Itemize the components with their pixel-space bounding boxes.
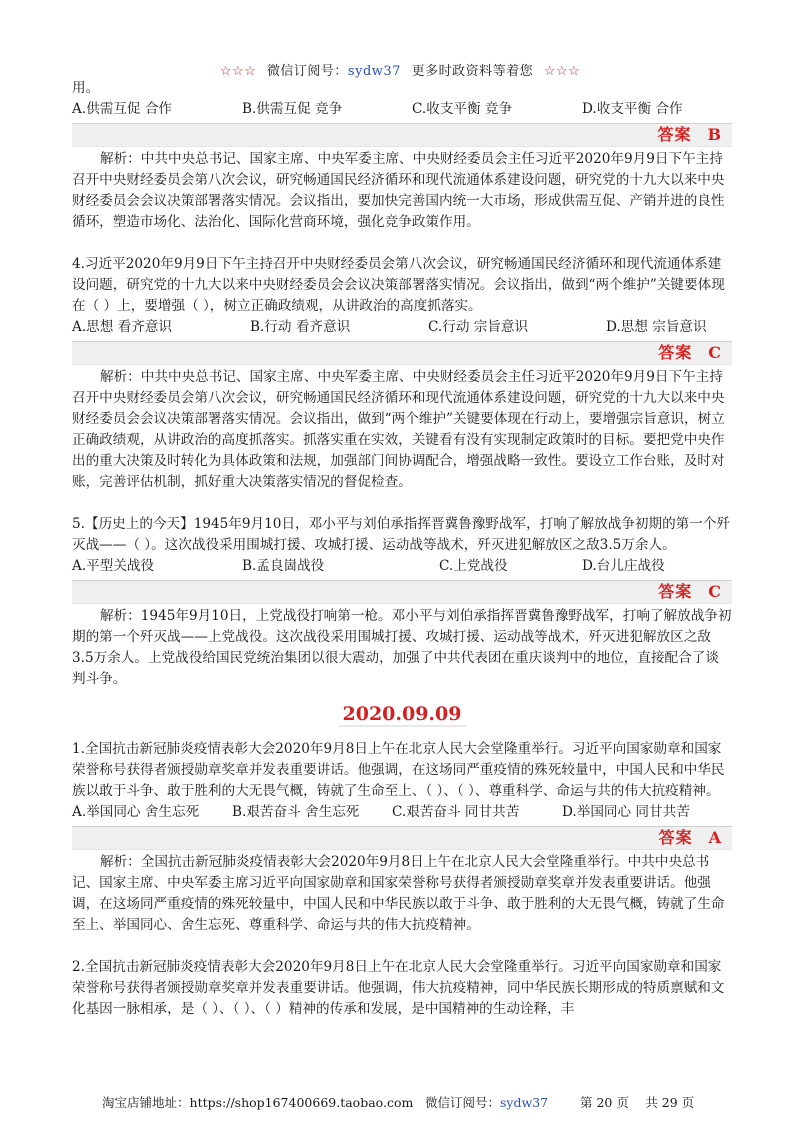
q5-options <box>72 556 732 577</box>
q4-options <box>72 317 732 338</box>
q4-option-a: A.思想 看齐意识 <box>72 319 173 335</box>
footer-wechat-label: 微信订阅号： <box>425 1095 501 1110</box>
footer-shop-label: 淘宝店铺地址： <box>102 1095 190 1110</box>
q4-answer: C <box>708 343 722 362</box>
page-header <box>0 60 800 79</box>
q3-option-b: B.供需互促 竞争 <box>242 101 343 117</box>
q3-option-a: A.供需互促 合作 <box>72 101 173 117</box>
q5-explanation: 解析：1945年9月10日，上党战役打响第一枪。邓小平与刘伯承指挥晋冀鲁豫野战军，打响了解放战争初期的第一个歼灭战——上党战役。这次战役采用围城打援、攻城打援、运动战等战术，歼灭进犯解放区之敌3.5万余人。上党战役给国民党统治集团以很大震动，加强了中共代表团在重庆谈判中的地位，直接配合了谈判斗争。 <box>72 608 732 687</box>
q3-option-d: D.收支平衡 合作 <box>582 101 683 117</box>
q4-answer-bar <box>72 341 732 365</box>
n1-option-b: B.艰苦奋斗 舍生忘死 <box>232 804 360 820</box>
q3-options <box>72 99 732 120</box>
n2-question: 2.全国抗击新冠肺炎疫情表彰大会2020年9月8日上午在北京人民大会堂隆重举行。习近平向国家勋章和国家荣誉称号获得者颁授勋章奖章并发表重要讲话。他强调，伟大抗疫精神，同中华民族长期形成的特质禀赋和文化基因一脉相承，是（ ）、（ ）、（ ）精神的传承和发展，是中国精神的生动诠释，丰 <box>72 959 725 1017</box>
q4-option-b: B.行动 看齐意识 <box>250 319 351 335</box>
q4-option-c: C.行动 宗旨意识 <box>428 319 529 335</box>
footer-wechat-account: sydw37 <box>500 1095 549 1110</box>
footer-page-info: 第 20 页 共 29 页 <box>580 1095 695 1110</box>
n1-answer-label: 答案 <box>658 828 693 847</box>
q5-answer: C <box>708 582 722 601</box>
q4-option-d: D.思想 宗旨意识 <box>606 319 707 335</box>
q3-explanation: 解析：中共中央总书记、国家主席、中央军委主席、中央财经委员会主任习近平2020年9月9日下午主持召开中央财经委员会第八次会议，研究畅通国民经济循环和现代流通体系建设问题，研究党的十九大以来中央财经委员会会议决策部署落实情况。会议指出，要加快完善国内统一大市场，形成供需互促、产销并进的良性循环，塑造市场化、法治化、国际化营商环境，强化竞争政策作用。 <box>72 151 725 230</box>
footer-wechat <box>425 1093 548 1111</box>
q4-answer-label: 答案 <box>658 343 693 362</box>
n1-answer: A <box>708 828 722 847</box>
n1-option-d: D.举国同心 同甘共苦 <box>562 804 690 820</box>
q5-option-a: A.平型关战役 <box>72 558 155 574</box>
q3-answer-bar <box>72 123 732 147</box>
q5-option-b: B.孟良崮战役 <box>242 558 325 574</box>
n1-question: 1.全国抗击新冠肺炎疫情表彰大会2020年9月8日上午在北京人民大会堂隆重举行。习近平向国家勋章和国家荣誉称号获得者颁授勋章奖章并发表重要讲话。他强调，在这场同严重疫情的殊死较量中，中国人民和中华民族以敢于斗争、敢于胜利的大无畏气概，铸就了生命至上、（ ）、（ ）、尊重科学、命运与共的伟大抗疫精神。 <box>72 741 725 799</box>
q5-option-c: C.上党战役 <box>439 558 508 574</box>
q4-question: 4.习近平2020年9月9日下午主持召开中央财经委员会第八次会议，研究畅通国民经济循环和现代流通体系建设问题，研究党的十九大以来中央财经委员会会议决策部署落实情况。会议指出，做到“两个维护”关键要体现在（ ）上，要增强（ ），树立正确政绩观，从讲政治的高度抓落实。 <box>72 256 725 314</box>
q5-answer-label: 答案 <box>658 582 693 601</box>
q3-tail: 用。 <box>72 80 100 96</box>
n1-option-c: C.艰苦奋斗 同甘共苦 <box>392 804 520 820</box>
header-stars-right: ☆☆☆ <box>543 64 581 79</box>
date-heading-text: 2020.09.09 <box>339 704 466 727</box>
header-prefix: 微信订阅号： <box>266 64 348 79</box>
q4-explanation: 解析：中共中央总书记、国家主席、中央军委主席、中央财经委员会主任习近平2020年9月9日下午主持召开中央财经委员会第八次会议，研究畅通国民经济循环和现代流通体系建设问题，研究党的十九大以来中央财经委员会会议决策部署落实情况。会议指出，做到“两个维护”关键要体现在行动上，要增强宗旨意识，树立正确政绩观，从讲政治的高度抓落实。抓落实重在实效，关键看有没有实现制定政策时的目标。要把党中央作出的重大决策及时转化为具体政策和法规，加强部门间协调配合，增强战略一致性。要设立工作台账，及时对账，完善评估机制，抓好重大决策落实情况的督促检查。 <box>72 369 725 490</box>
q3-option-c: C.收支平衡 竞争 <box>412 101 513 117</box>
q5-answer-bar <box>72 580 732 604</box>
header-stars-left: ☆☆☆ <box>219 64 257 79</box>
q5-option-d: D.台儿庄战役 <box>582 558 665 574</box>
q3-answer: B <box>707 125 722 144</box>
header-account: sydw37 <box>347 64 401 79</box>
q5-question: 5.【历史上的今天】1945年9月10日，邓小平与刘伯承指挥晋冀鲁豫野战军，打响了解放战争初期的第一个歼灭战——（ ）。这次战役采用围城打援、攻城打援、运动战等战术，歼灭进犯解放区之敌3.5万余人。 <box>72 516 731 553</box>
document-body <box>72 78 732 1020</box>
date-heading <box>72 704 732 727</box>
footer-shop <box>102 1093 413 1111</box>
header-suffix: 更多时政资料等着您 <box>411 64 534 79</box>
n1-answer-bar <box>72 826 732 850</box>
n1-options <box>72 802 732 823</box>
n1-option-a: A.举国同心 舍生忘死 <box>72 804 200 820</box>
footer-shop-url[interactable]: https://shop167400669.taobao.com <box>189 1095 414 1110</box>
q3-answer-label: 答案 <box>657 125 692 144</box>
n1-explanation: 解析：全国抗击新冠肺炎疫情表彰大会2020年9月8日上午在北京人民大会堂隆重举行。中共中央总书记、国家主席、中央军委主席习近平向国家勋章和国家荣誉称号获得者颁授勋章奖章并发表重要讲话。他强调，在这场同严重疫情的殊死较量中，中国人民和中华民族以敢于斗争、敢于胜利的大无畏气概，铸就了生命至上、举国同心、舍生忘死、尊重科学、命运与共的伟大抗疫精神。 <box>72 854 725 933</box>
